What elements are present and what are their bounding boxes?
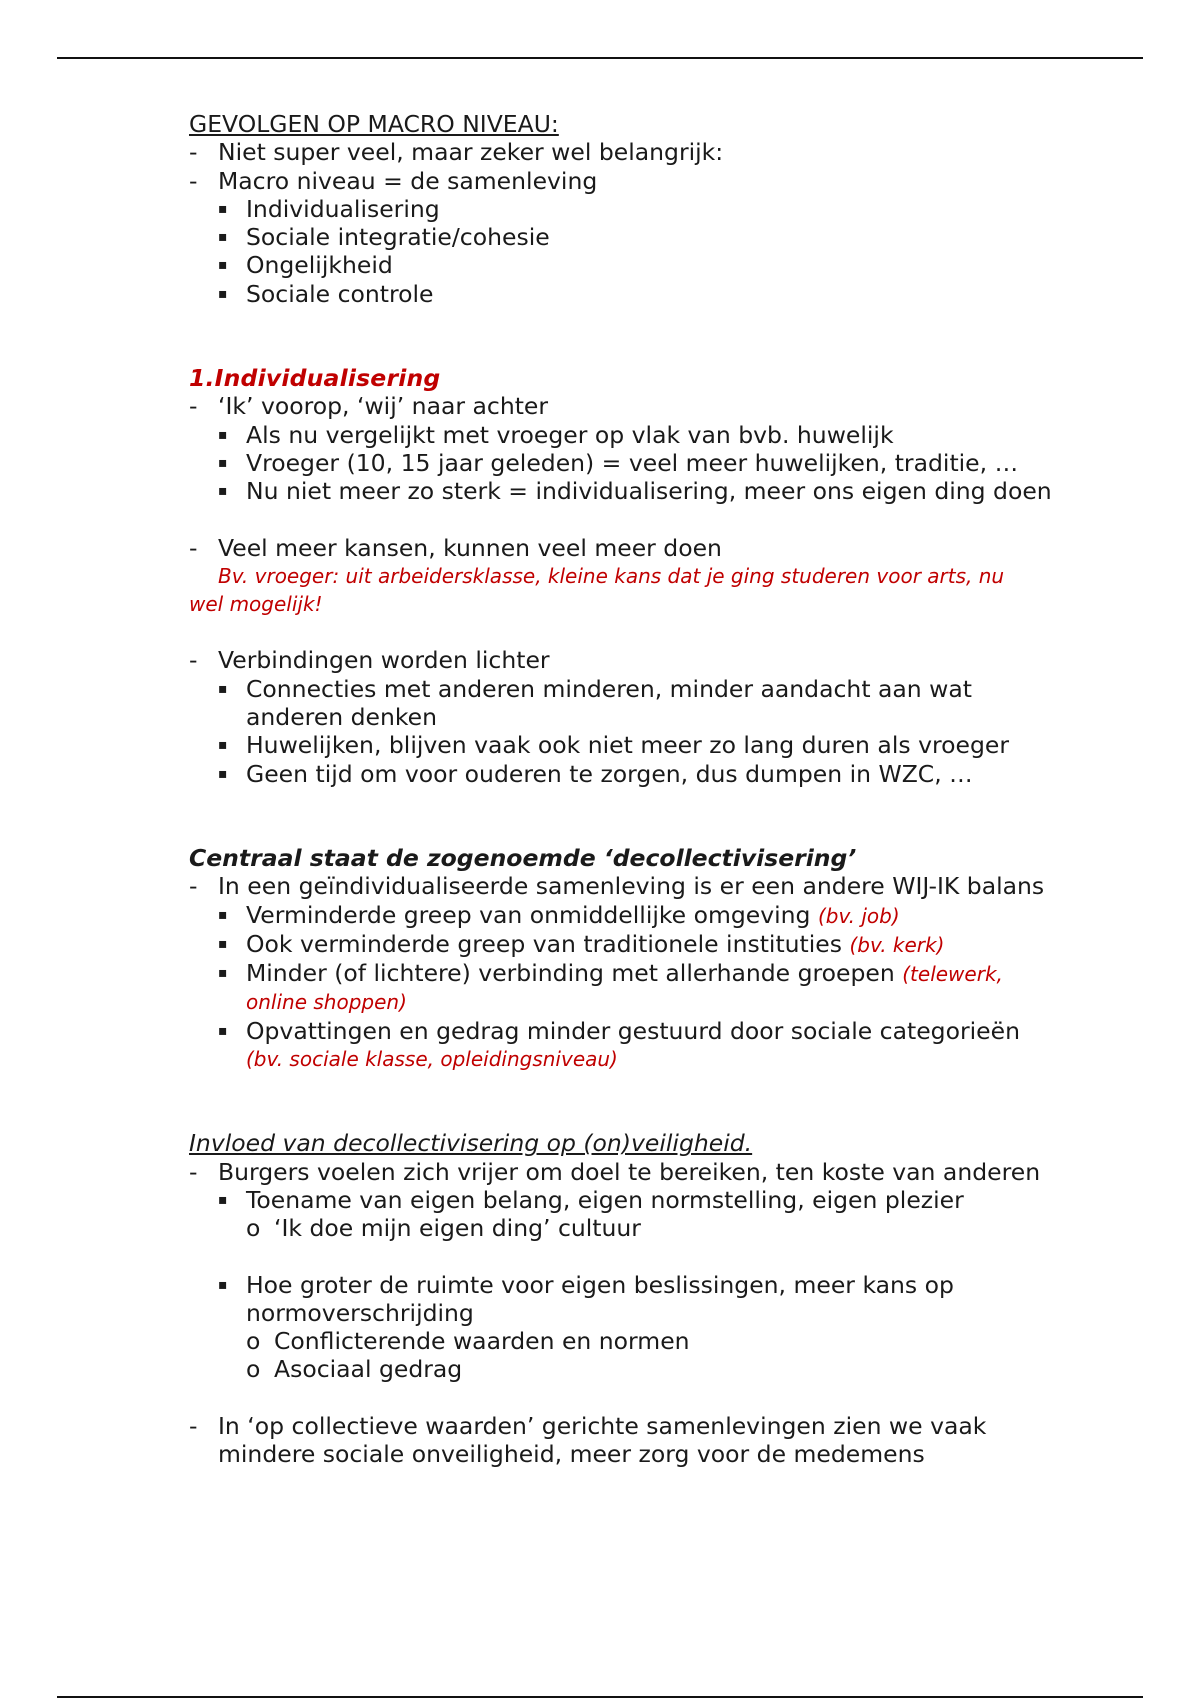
bullet-item: ▪ Sociale controle — [218, 279, 434, 308]
dash-marker: - — [189, 646, 198, 675]
dash-marker: - — [189, 392, 198, 421]
example-note: wel mogelijk! — [189, 592, 323, 617]
square-bullet-icon: ▪ — [218, 200, 228, 217]
square-bullet-icon: ▪ — [218, 257, 228, 274]
dash-item: - Veel meer kansen, kunnen veel meer doen — [189, 533, 722, 562]
dash-item: - In ‘op collectieve waarden’ gerichte samenlevingen zien we vaak — [189, 1411, 987, 1440]
document-page — [189, 110, 1089, 1468]
bullet-item: ▪ Individualisering — [218, 194, 440, 223]
section-heading-decollectivisering: Centraal staat de zogenoemde ‘decollectivisering’ — [189, 843, 857, 872]
dash-marker: - — [189, 872, 198, 901]
square-bullet-icon: ▪ — [218, 737, 228, 754]
bullet-item: ▪ Huwelijken, blijven vaak ook niet meer zo lang duren als vroeger — [218, 731, 1009, 760]
dash-continuation: mindere sociale onveiligheid, meer zorg voor de medemens — [218, 1439, 925, 1468]
square-bullet-icon: ▪ — [218, 765, 228, 782]
example-note: (bv. kerk) — [849, 932, 945, 957]
dash-item: - Verbindingen worden lichter — [189, 646, 550, 675]
bullet-item: ▪ Geen tijd om voor ouderen te zorgen, dus dumpen in WZC, … — [218, 759, 973, 788]
square-bullet-icon: ▪ — [218, 906, 228, 923]
dash-marker: - — [189, 1411, 198, 1440]
bullet-item: ▪ Sociale integratie/cohesie — [218, 223, 550, 252]
dash-item: - In een geïndividualiseerde samenleving is er een andere WIJ-IK balans — [189, 872, 1045, 901]
bullet-continuation: normoverschrijding — [246, 1298, 474, 1327]
square-bullet-icon: ▪ — [218, 229, 228, 246]
dash-marker: - — [189, 533, 198, 562]
section-heading-invloed: Invloed van decollectivisering op (on)veiligheid. — [189, 1129, 753, 1158]
dash-marker: - — [189, 166, 198, 195]
square-bullet-icon: ▪ — [218, 1022, 228, 1039]
square-bullet-icon: ▪ — [218, 426, 228, 443]
sub-item: o Asociaal gedrag — [246, 1355, 463, 1384]
bullet-item: ▪ Als nu vergelijkt met vroeger op vlak van bvb. huwelijk — [218, 420, 894, 449]
dash-item: - Burgers voelen zich vrijer om doel te bereiken, ten koste van anderen — [189, 1157, 1041, 1186]
sub-item: o Conflicterende waarden en normen — [246, 1327, 690, 1356]
example-note: (telewerk, — [902, 962, 1003, 987]
dash-marker: - — [189, 1157, 198, 1186]
circle-bullet-icon: o — [246, 1327, 261, 1356]
bullet-item: ▪ Ook verminderde greep van traditionele instituties (bv. kerk) — [218, 929, 945, 958]
bullet-item: ▪ Connecties met anderen minderen, minder aandacht aan wat — [218, 674, 972, 703]
dash-item: - ‘Ik’ voorop, ‘wij’ naar achter — [189, 392, 549, 421]
square-bullet-icon: ▪ — [218, 935, 228, 952]
square-bullet-icon: ▪ — [218, 1276, 228, 1293]
square-bullet-icon: ▪ — [218, 285, 228, 302]
section-title-macro: GEVOLGEN OP MACRO NIVEAU: — [189, 110, 559, 138]
bullet-item: ▪ Opvattingen en gedrag minder gestuurd door sociale categorieën — [218, 1016, 1020, 1045]
footer-rule — [57, 1696, 1143, 1698]
header-rule — [57, 57, 1143, 59]
bullet-item: ▪ Vroeger (10, 15 jaar geleden) = veel meer huwelijken, traditie, … — [218, 448, 1019, 477]
dash-item: - Niet super veel, maar zeker wel belangrijk: — [189, 138, 724, 167]
square-bullet-icon: ▪ — [218, 483, 228, 500]
section-heading-individualisering: 1.Individualisering — [189, 364, 441, 393]
example-note: (bv. sociale klasse, opleidingsniveau) — [246, 1047, 618, 1072]
bullet-item: ▪ Minder (of lichtere) verbinding met allerhande groepen (telewerk, — [218, 959, 1003, 988]
circle-bullet-icon: o — [246, 1355, 261, 1384]
circle-bullet-icon: o — [246, 1214, 261, 1243]
sub-item: o ‘Ik doe mijn eigen ding’ cultuur — [246, 1214, 641, 1243]
square-bullet-icon: ▪ — [218, 1191, 228, 1208]
bullet-item: ▪ Nu niet meer zo sterk = individualisering, meer ons eigen ding doen — [218, 477, 1052, 506]
example-note: (bv. job) — [817, 903, 900, 928]
square-bullet-icon: ▪ — [218, 454, 228, 471]
square-bullet-icon: ▪ — [218, 965, 228, 982]
bullet-item: ▪ Verminderde greep van onmiddellijke omgeving (bv. job) — [218, 900, 900, 929]
bullet-item: ▪ Toename van eigen belang, eigen normstelling, eigen plezier — [218, 1185, 964, 1214]
example-note: Bv. vroeger: uit arbeidersklasse, kleine kans dat je ging studeren voor arts, nu — [218, 563, 1005, 588]
bullet-item: ▪ Ongelijkheid — [218, 251, 393, 280]
bullet-item: ▪ Hoe groter de ruimte voor eigen beslissingen, meer kans op — [218, 1270, 954, 1299]
dash-item: - Macro niveau = de samenleving — [189, 166, 598, 195]
example-note: online shoppen) — [246, 990, 407, 1015]
bullet-continuation: anderen denken — [246, 703, 438, 732]
square-bullet-icon: ▪ — [218, 680, 228, 697]
dash-marker: - — [189, 138, 198, 167]
